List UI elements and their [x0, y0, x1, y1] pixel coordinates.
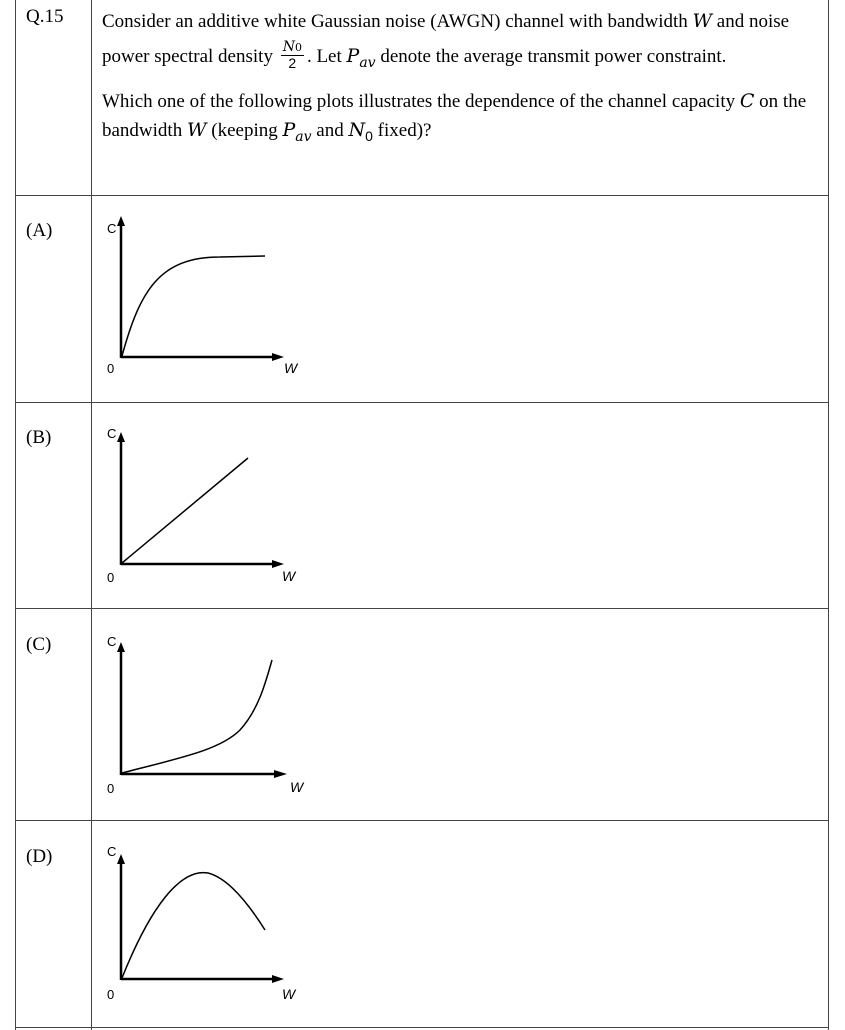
origin-label: 0: [107, 781, 115, 796]
table-column-divider: [91, 0, 92, 1030]
question-text-3: . Let: [306, 46, 347, 67]
option-a-label: (A): [26, 220, 53, 241]
question-text-6: on the bandwidth: [102, 91, 807, 141]
var-p-2: P: [282, 119, 296, 141]
row-divider-d: [15, 1027, 829, 1028]
option-d-label: (D): [26, 846, 53, 867]
question-text-2: and noise power spectral density: [102, 11, 790, 67]
x-axis-arrow: [272, 560, 284, 568]
table-border-left: [15, 0, 16, 1030]
var-c: C: [739, 90, 755, 112]
sub-av-2: av: [295, 129, 312, 145]
var-w-2: W: [186, 119, 207, 141]
x-axis-arrow: [272, 353, 284, 361]
y-axis-label: C: [107, 844, 117, 859]
option-b-label: (B): [26, 427, 52, 448]
question-text-5: Which one of the following plots illustrates the dependence of the channel capacity: [102, 91, 740, 112]
question-text-9: fixed)?: [372, 120, 432, 141]
question-text-8: and: [311, 120, 349, 141]
fraction-denominator: 2: [288, 55, 297, 72]
y-axis-arrow: [117, 216, 125, 226]
question-text-7: (keeping: [206, 120, 283, 141]
question-text-4: denote the average transmit power constraint.: [375, 46, 727, 67]
question-paragraph-1: [102, 4, 824, 75]
var-n: N: [348, 119, 366, 141]
question-text-1: Consider an additive white Gaussian noise (AWGN) channel with bandwidth: [102, 11, 693, 32]
capacity-curve: [122, 873, 265, 978]
y-axis-label: C: [107, 634, 117, 649]
x-axis-label: W: [282, 986, 296, 1002]
row-divider-b: [15, 608, 829, 609]
option-d-plot: [100, 838, 320, 1018]
option-b-plot: [100, 418, 320, 598]
fraction-numerator: N0: [282, 39, 302, 56]
sub-0: 0: [365, 128, 373, 144]
y-axis-arrow: [117, 642, 125, 652]
question-text: [102, 4, 824, 146]
x-axis-arrow: [274, 770, 287, 778]
var-w: W: [692, 10, 713, 32]
row-divider-a: [15, 402, 829, 403]
sub-av: av: [359, 55, 376, 71]
origin-label: 0: [107, 570, 115, 585]
y-axis-arrow: [117, 854, 125, 864]
x-axis-label: W: [290, 779, 304, 795]
var-p: P: [346, 45, 360, 67]
x-axis-label: W: [282, 568, 296, 584]
table-border-right: [828, 0, 829, 1030]
option-c-label: (C): [26, 634, 52, 655]
question-number: Q.15: [26, 6, 64, 27]
x-axis-label: W: [284, 360, 298, 376]
option-a-plot: [100, 210, 320, 390]
origin-label: 0: [107, 987, 115, 1002]
row-divider-question: [15, 195, 829, 196]
question-paragraph-2: [102, 87, 824, 146]
y-axis-label: C: [107, 221, 117, 236]
capacity-curve: [122, 660, 272, 773]
origin-label: 0: [107, 361, 115, 376]
capacity-curve: [122, 458, 248, 563]
y-axis-label: C: [107, 426, 117, 441]
option-c-plot: [100, 630, 320, 810]
row-divider-c: [15, 820, 829, 821]
n0-over-2-fraction: [281, 40, 304, 71]
y-axis-arrow: [117, 432, 125, 442]
x-axis-arrow: [272, 975, 284, 983]
capacity-curve: [122, 256, 265, 356]
